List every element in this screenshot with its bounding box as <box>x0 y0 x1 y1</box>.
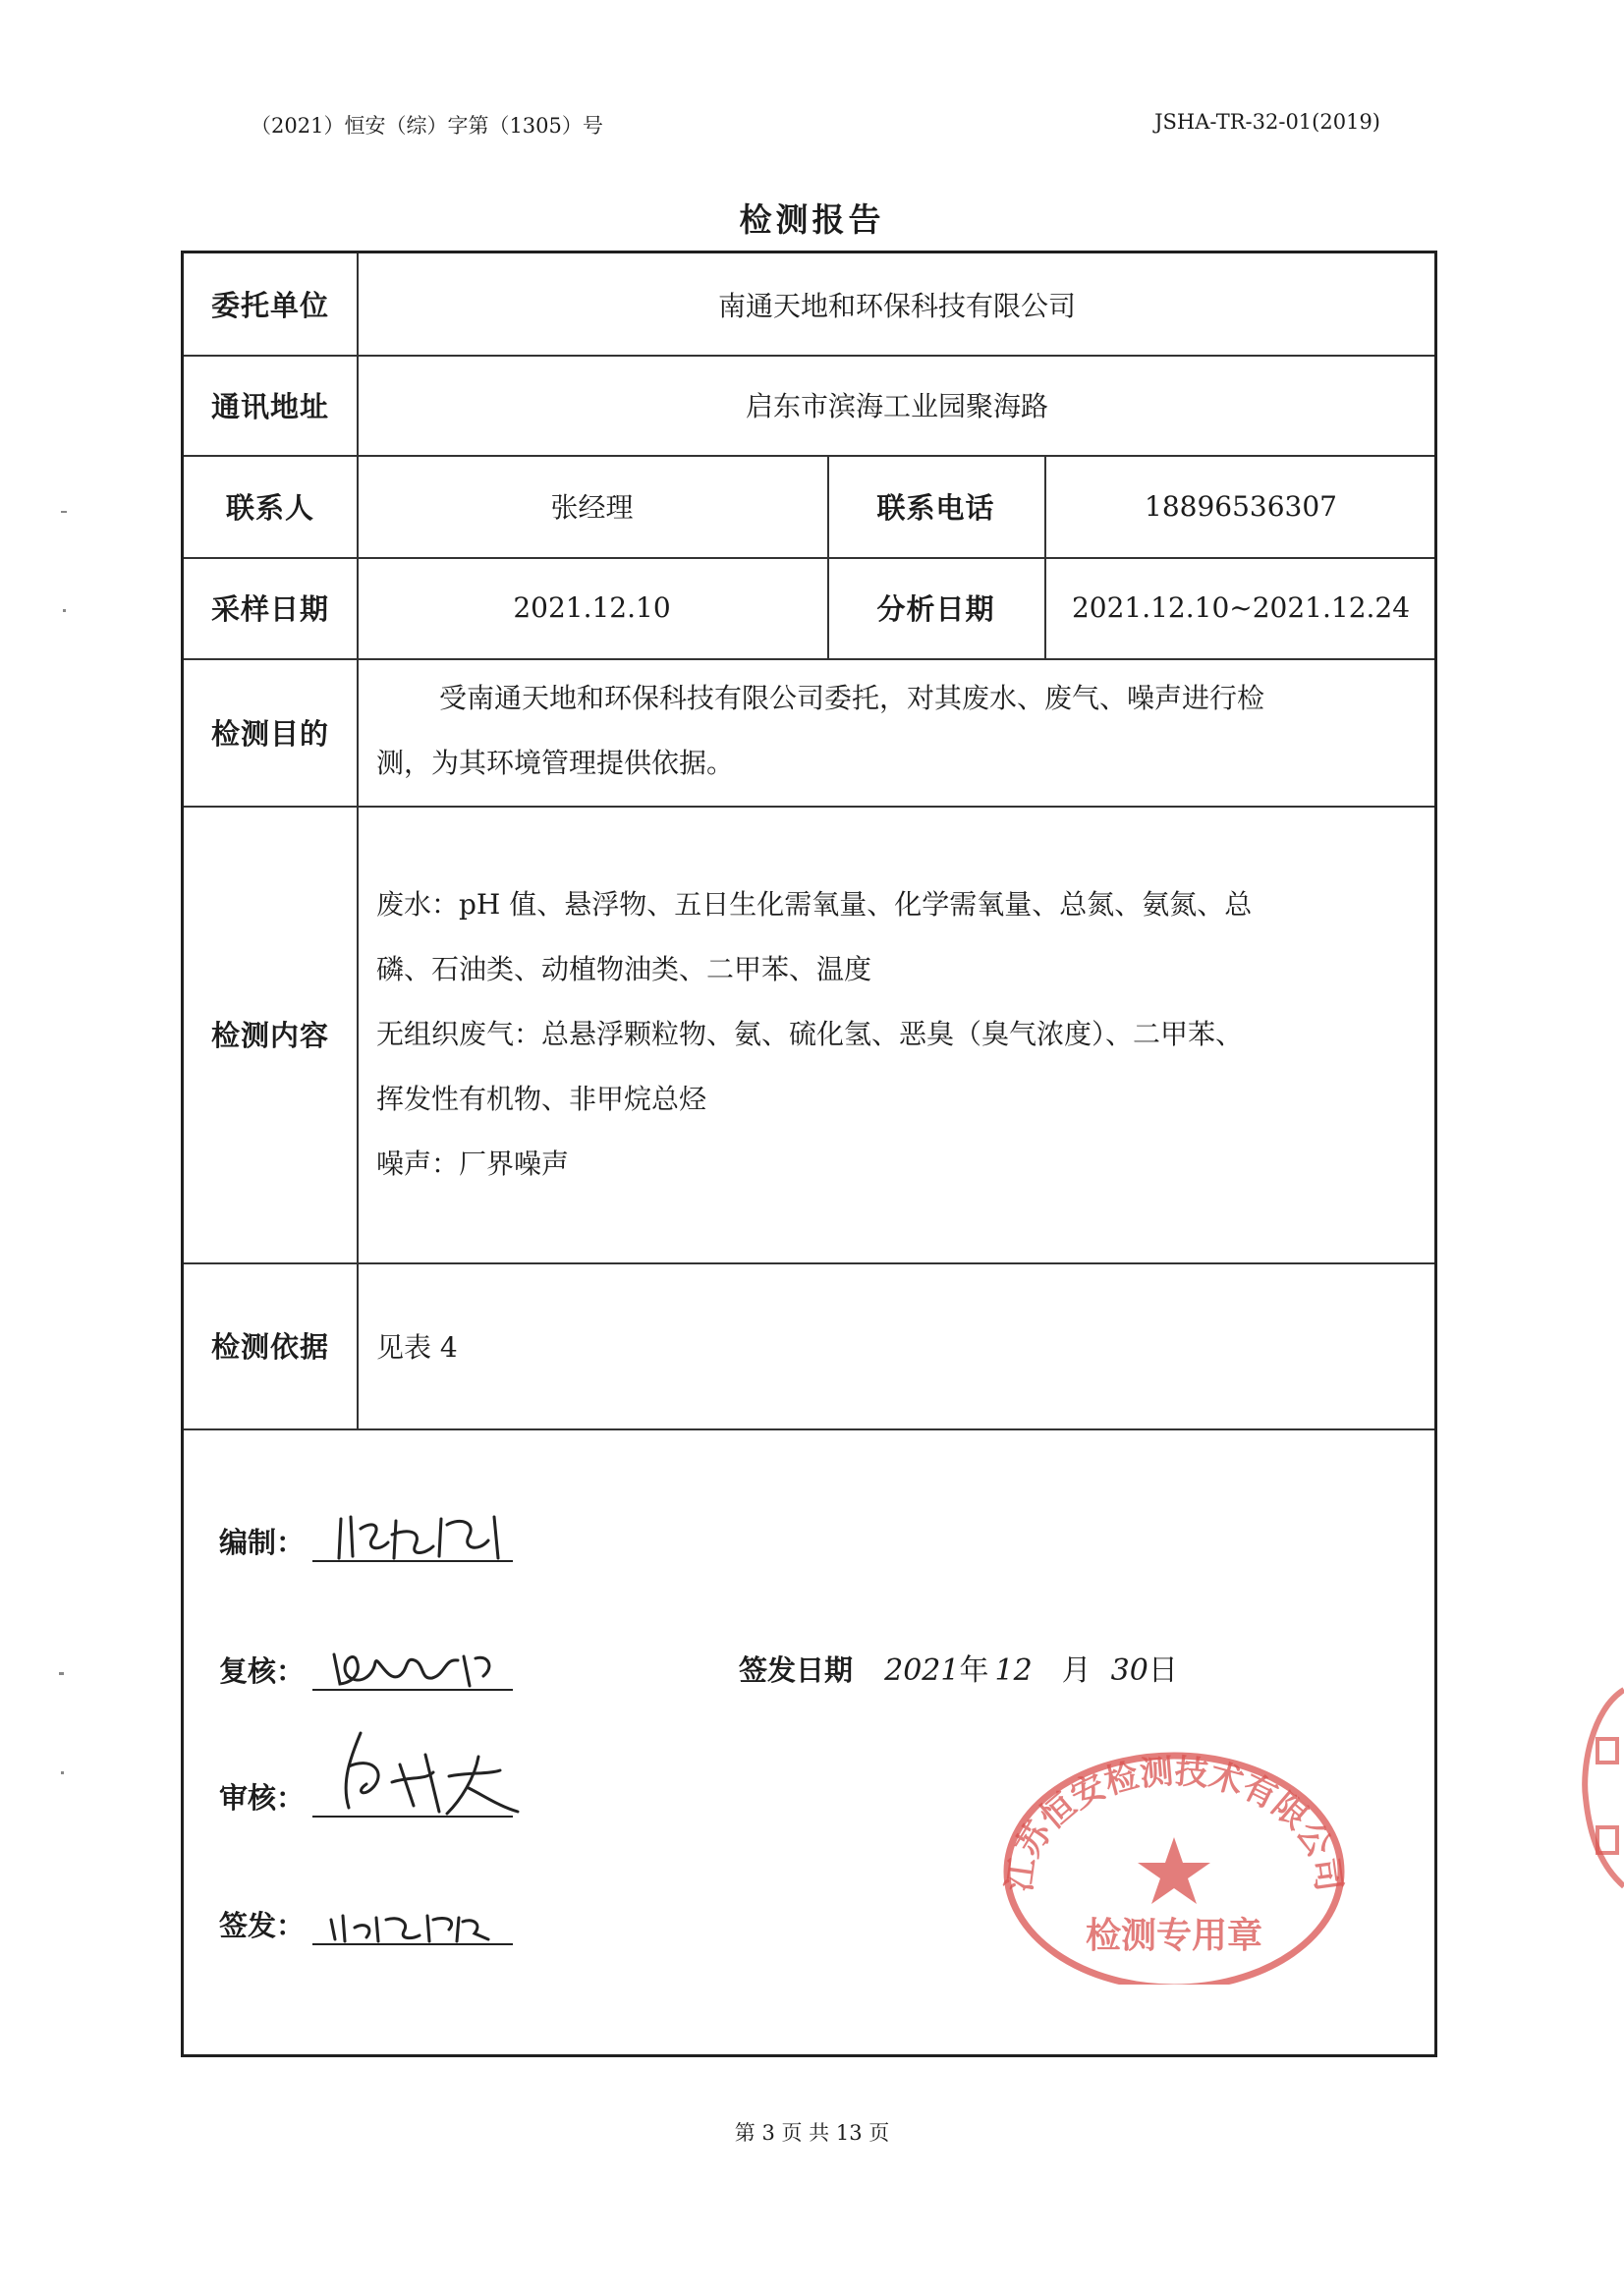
content-line: 无组织废气：总悬浮颗粒物、氨、硫化氢、恶臭（臭气浓度）、二甲苯、 <box>376 1018 1244 1050</box>
review-label: 复核： <box>219 1654 306 1688</box>
content-line: 废水：pH 值、悬浮物、五日生化需氧量、化学需氧量、总氮、氨氮、总 <box>376 888 1253 921</box>
sampling-date-label: 采样日期 <box>210 592 329 626</box>
audit-label: 审核： <box>219 1781 306 1815</box>
company-seal <box>992 1739 1356 1985</box>
report-number: （2021）恒安（综）字第（1305）号 <box>251 114 603 138</box>
issue-date <box>739 1646 1178 1689</box>
content-text <box>376 872 1432 1197</box>
form-code: JSHA-TR-32-01(2019) <box>1154 110 1380 134</box>
analysis-date-label: 分析日期 <box>876 592 995 626</box>
review-signature <box>326 1647 513 1692</box>
issue-label: 签发： <box>219 1909 306 1942</box>
scan-speck <box>63 609 66 612</box>
row-divider <box>184 658 1434 660</box>
client-value: 南通天地和环保科技有限公司 <box>717 289 1076 322</box>
contact-value: 张经理 <box>550 491 634 524</box>
audit-signature <box>331 1727 528 1821</box>
content-line: 噪声：厂界噪声 <box>376 1148 570 1180</box>
issue-signature <box>321 1906 518 1945</box>
basis-label: 检测依据 <box>210 1330 329 1364</box>
page-title: 检测报告 <box>739 200 885 239</box>
address-value: 启东市滨海工业园聚海路 <box>745 390 1048 422</box>
purpose-label: 检测目的 <box>210 716 329 751</box>
compile-signature <box>331 1507 518 1566</box>
seal-text: 江苏恒安检测技术有限公司 <box>999 1752 1349 1894</box>
purpose-text <box>376 666 1428 796</box>
content-line: 挥发性有机物、非甲烷总烃 <box>376 1083 707 1115</box>
scan-speck <box>61 511 67 513</box>
month-unit: 月 <box>1061 1653 1092 1688</box>
purpose-line: 测，为其环境管理提供依据。 <box>376 747 735 779</box>
page-footer: 第 3 页 共 13 页 <box>734 2121 890 2145</box>
content-line: 磷、石油类、动植物油类、二甲苯、温度 <box>376 953 872 985</box>
partial-seal-edge <box>1572 1680 1624 1896</box>
scan-speck <box>61 1771 64 1774</box>
issue-month: 12 <box>994 1653 1033 1688</box>
day-unit: 日 <box>1148 1653 1178 1688</box>
row-divider <box>184 806 1434 808</box>
basis-value: 见表 4 <box>376 1330 458 1364</box>
seal-subtext: 检测专用章 <box>1085 1916 1263 1956</box>
issue-date-label: 签发日期 <box>739 1653 854 1687</box>
compile-label: 编制： <box>219 1526 306 1559</box>
contact-label: 联系人 <box>225 490 314 525</box>
issue-year: 2021 <box>884 1653 960 1688</box>
year-unit: 年 <box>959 1653 989 1688</box>
row-divider <box>184 1262 1434 1264</box>
phone-value: 18896536307 <box>1145 489 1337 523</box>
sampling-date-value: 2021.12.10 <box>513 591 671 624</box>
scan-speck <box>59 1672 64 1675</box>
client-label: 委托单位 <box>210 289 329 322</box>
address-label: 通讯地址 <box>210 389 329 423</box>
content-label: 检测内容 <box>210 1019 329 1052</box>
purpose-line: 受南通天地和环保科技有限公司委托，对其废水、废气、噪声进行检 <box>439 682 1265 714</box>
analysis-date-value: 2021.12.10~2021.12.24 <box>1071 591 1411 624</box>
phone-label: 联系电话 <box>876 490 995 525</box>
issue-day: 30 <box>1110 1653 1148 1688</box>
row-divider <box>184 1428 1434 1430</box>
